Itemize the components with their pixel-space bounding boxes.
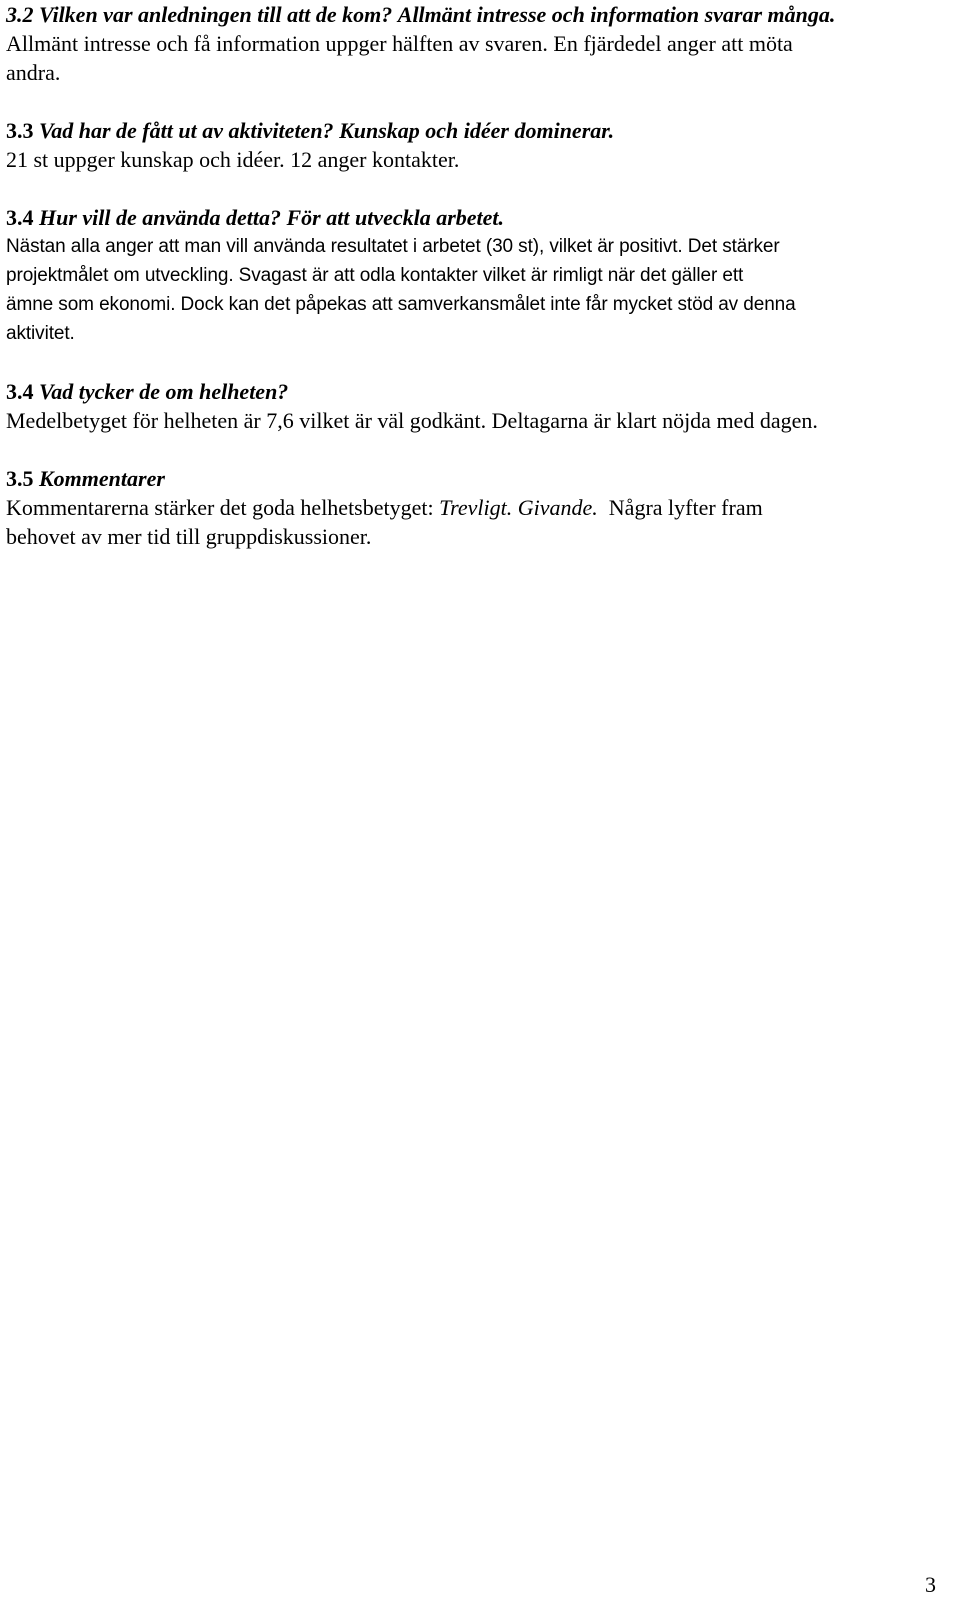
page-number: 3 (925, 1572, 936, 1597)
heading-answer: Kunskap och idéer dominerar. (339, 118, 615, 143)
heading-number: 3.4 (6, 379, 34, 404)
section-heading (6, 377, 946, 406)
heading-number: 3.2 (6, 2, 34, 27)
section-heading (6, 0, 946, 29)
section-heading (6, 116, 946, 145)
section-3-3 (6, 116, 946, 174)
body-text: ämne som ekonomi. Dock kan det påpekas att samverkansmålet inte får mycket stöd av denna (6, 294, 796, 315)
body-text: aktivitet. (6, 323, 75, 344)
heading-number: 3.3 (6, 118, 34, 143)
body-text: andra. (6, 60, 61, 85)
body-text-emphasis: Trevligt. Givande. (439, 495, 598, 520)
section-heading (6, 203, 946, 232)
section-3-4-overall (6, 377, 946, 435)
body-text: projektmålet om utveckling. Svagast är att odla kontakter vilket är rimligt när det gäller ett (6, 265, 744, 286)
document-page (6, 0, 946, 580)
section-heading (6, 464, 946, 493)
heading-answer: Allmänt intresse och information svarar många. (397, 2, 836, 27)
body-text-post: Några lyfter fram (597, 495, 763, 520)
body-text: Nästan alla anger att man vill använda resultatet i arbetet (30 st), vilket är positivt. Det stärker (6, 236, 780, 257)
body-text (6, 493, 946, 522)
body-text: behovet av mer tid till gruppdiskussioner. (6, 524, 372, 549)
section-3-4-use (6, 203, 946, 348)
heading-question: Kommentarer (39, 466, 165, 491)
body-text: Allmänt intresse och få information uppger hälften av svaren. En fjärdedel anger att möta (6, 31, 793, 56)
body-text: Medelbetyget för helheten är 7,6 vilket är väl godkänt. Deltagarna är klart nöjda med dagen. (6, 408, 818, 433)
heading-answer: För att utveckla arbetet. (286, 205, 505, 230)
body-text-pre: Kommentarerna stärker det goda helhetsbetyget: (6, 495, 440, 520)
section-3-2 (6, 0, 946, 87)
section-3-5 (6, 464, 946, 551)
heading-question: Vilken var anledningen till att de kom? (39, 2, 393, 27)
heading-question: Hur vill de använda detta? (39, 205, 281, 230)
heading-question: Vad har de fått ut av aktiviteten? (39, 118, 334, 143)
body-text: 21 st uppger kunskap och idéer. 12 anger kontakter. (6, 147, 460, 172)
heading-question: Vad tycker de om helheten? (39, 379, 289, 404)
heading-number: 3.5 (6, 466, 34, 491)
heading-number: 3.4 (6, 205, 34, 230)
